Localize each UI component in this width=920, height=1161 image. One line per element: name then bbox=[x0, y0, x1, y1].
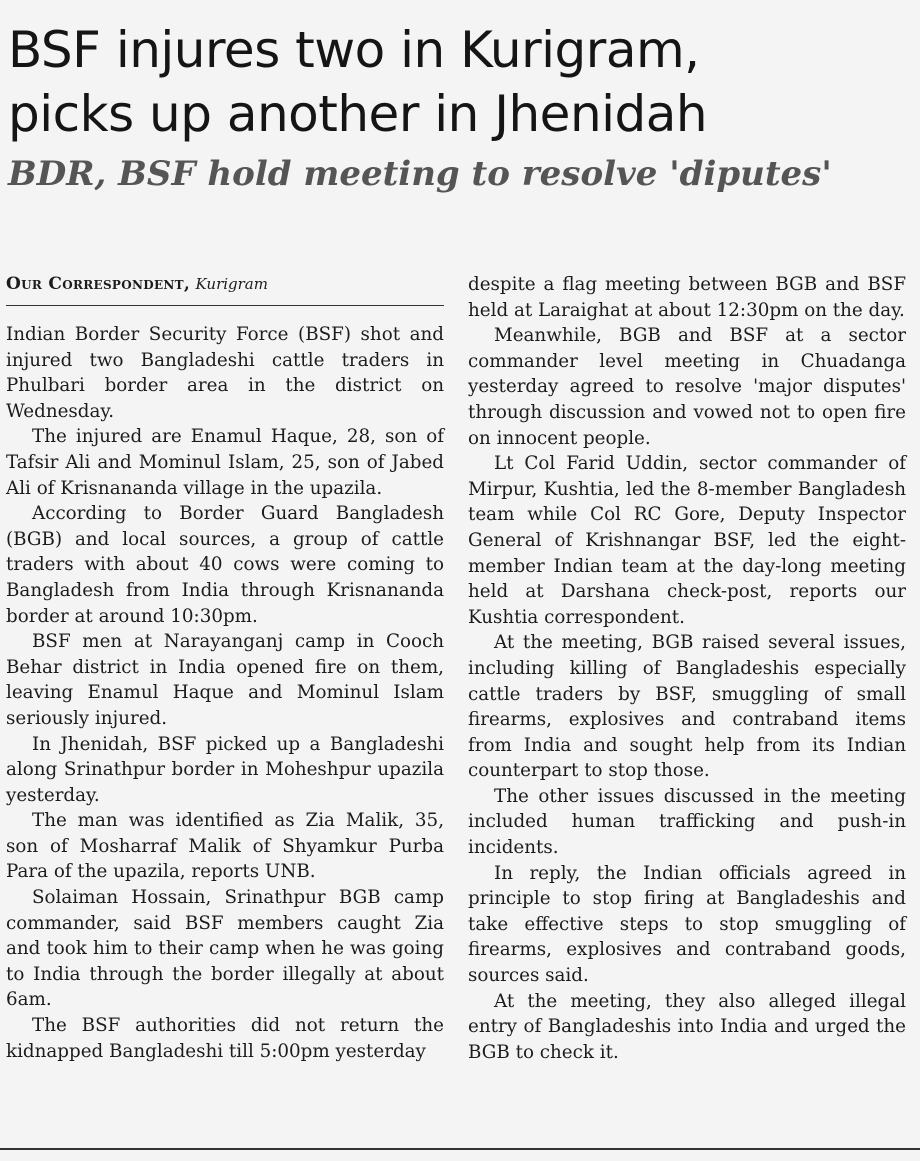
headline-line-2: picks up another in Jhenidah bbox=[8, 85, 708, 143]
byline-author: Our Correspondent, bbox=[6, 274, 191, 294]
headline bbox=[8, 18, 908, 146]
subheadline: BDR, BSF hold meeting to resolve 'diputes' bbox=[8, 154, 832, 194]
headline-line-1: BSF injures two in Kurigram, bbox=[8, 21, 700, 79]
paragraph: Solaiman Hossain, Srinathpur BGB camp commander, said BSF members caught Zia and took him to their camp when he was going to India through the border illegally at about 6am. bbox=[6, 887, 444, 1011]
paragraph: The other issues discussed in the meeting included human trafficking and push-in incidents. bbox=[468, 785, 906, 859]
paragraph: The man was identified as Zia Malik, 35, son of Mosharraf Malik of Shyamkur Purba Para of the upazila, reports UNB. bbox=[6, 810, 444, 883]
article-body bbox=[6, 272, 906, 1065]
byline-place: Kurigram bbox=[195, 275, 268, 293]
paragraph: In Jhenidah, BSF picked up a Bangladeshi along Srinathpur border in Moheshpur upazila yesterday. bbox=[6, 733, 444, 806]
column-left bbox=[6, 272, 444, 1065]
paragraph: In reply, the Indian officials agreed in principle to stop firing at Bangladeshis and take effective steps to stop smuggling of firearms, explosives and contraband goods, sources said. bbox=[468, 862, 906, 987]
paragraph: Indian Border Security Force (BSF) shot and injured two Bangladeshi cattle traders in Phulbari border area in the district on Wednesday. bbox=[6, 324, 444, 422]
paragraph: According to Border Guard Bangladesh (BGB) and local sources, a group of cattle traders with about 40 cows were coming to Bangladesh from India through Krisnananda border at around 10:30pm. bbox=[6, 503, 444, 627]
paragraph: BSF men at Narayanganj camp in Cooch Behar district in India opened fire on them, leaving Enamul Haque and Mominul Islam seriously injured. bbox=[6, 631, 444, 729]
paragraph: Meanwhile, BGB and BSF at a sector commander level meeting in Chuadanga yesterday agreed to resolve 'major disputes' through discussion and vowed not to open fire on innocent people. bbox=[468, 325, 906, 449]
paragraph: Lt Col Farid Uddin, sector commander of Mirpur, Kushtia, led the 8-member Bangladesh team while Col RC Gore, Deputy Inspector General of Krishnangar BSF, led the eight-member Indian team at the day-long meeting held at Darshana check-post, reports our Kushtia correspondent. bbox=[468, 453, 906, 628]
paragraph-continued: despite a flag meeting between BGB and BSF held at Laraighat at about 12:30pm on the day. bbox=[468, 274, 906, 321]
paragraph: At the meeting, they also alleged illegal entry of Bangladeshis into India and urged the BGB to check it. bbox=[468, 990, 906, 1063]
bottom-divider bbox=[0, 1148, 920, 1150]
column-right bbox=[468, 272, 906, 1065]
paragraph: The BSF authorities did not return the kidnapped Bangladeshi till 5:00pm yesterday bbox=[6, 1015, 444, 1062]
paragraph: The injured are Enamul Haque, 28, son of Tafsir Ali and Mominul Islam, 25, son of Jabed Ali of Krisnananda village in the upazila. bbox=[6, 426, 444, 499]
byline bbox=[6, 272, 444, 306]
paragraph: At the meeting, BGB raised several issues, including killing of Bangladeshis especially cattle traders by BSF, smuggling of small firearms, explosives and contraband items from India and sought help from its Indian counterpart to stop those. bbox=[468, 632, 906, 782]
